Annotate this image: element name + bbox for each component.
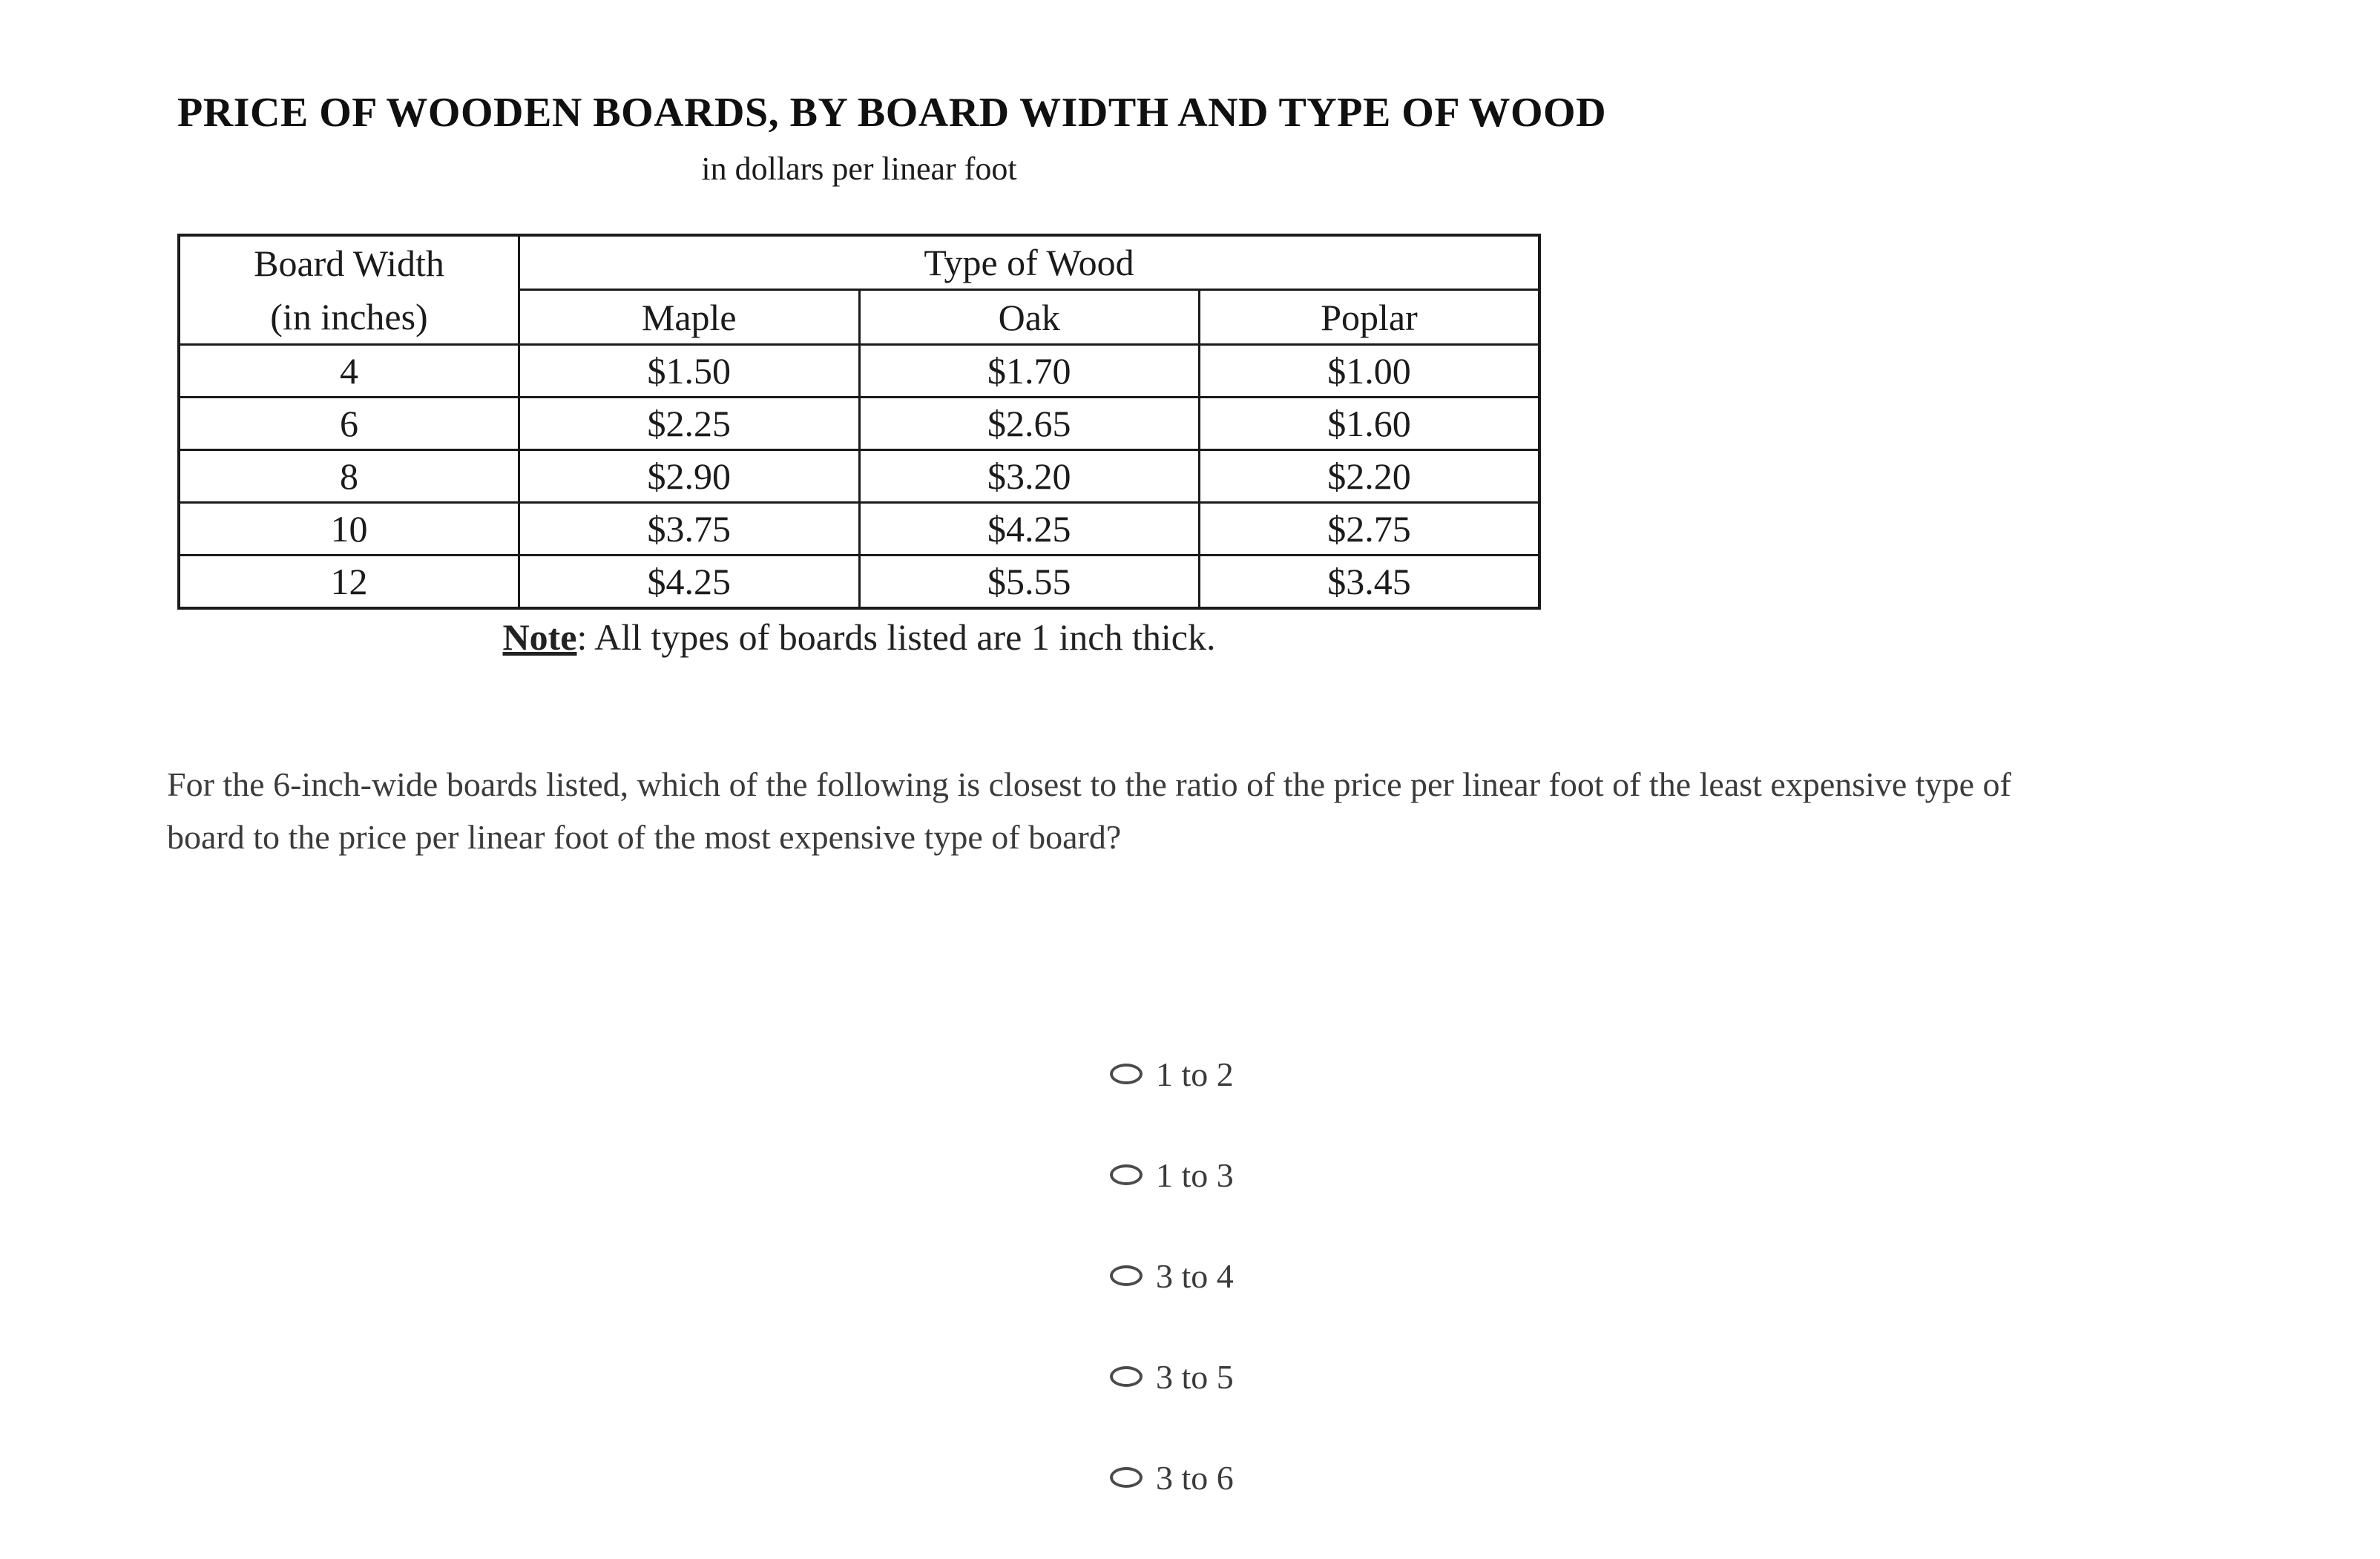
col-header-oak: Oak bbox=[859, 290, 1200, 345]
answer-option-label: 3 to 5 bbox=[1156, 1357, 1234, 1396]
oak-price: $5.55 bbox=[859, 556, 1200, 608]
radio-button-icon[interactable] bbox=[1110, 1265, 1143, 1286]
maple-price: $1.50 bbox=[519, 345, 860, 398]
maple-price: $2.25 bbox=[519, 398, 860, 450]
table-row bbox=[179, 398, 1539, 450]
col-group-header-type-of-wood: Type of Wood bbox=[519, 235, 1540, 290]
table-subtitle: in dollars per linear foot bbox=[701, 151, 1017, 187]
board-width-value: 4 bbox=[179, 345, 519, 398]
board-width-units: (in inches) bbox=[270, 296, 428, 337]
table-title: PRICE OF WOODEN BOARDS, BY BOARD WIDTH AND TYPE OF WOOD bbox=[177, 90, 1607, 136]
poplar-price: $2.75 bbox=[1200, 503, 1540, 556]
question-line-1: For the 6-inch-wide boards listed, which of the following is closest to the ratio of the price per linear foot of the least expensive type of bbox=[167, 765, 2011, 803]
board-width-value: 8 bbox=[179, 450, 519, 503]
answer-option-3-to-6[interactable] bbox=[1110, 1452, 1234, 1503]
oak-price: $3.20 bbox=[859, 450, 1200, 503]
answer-option-label: 1 to 3 bbox=[1156, 1156, 1234, 1194]
board-width-label: Board Width bbox=[254, 243, 444, 284]
oak-price: $1.70 bbox=[859, 345, 1200, 398]
radio-button-icon[interactable] bbox=[1110, 1467, 1143, 1488]
table-row bbox=[179, 556, 1539, 608]
answer-option-label: 3 to 6 bbox=[1156, 1458, 1234, 1497]
table-row bbox=[179, 345, 1539, 398]
answer-option-1-to-3[interactable] bbox=[1110, 1150, 1234, 1200]
col-header-poplar: Poplar bbox=[1200, 290, 1540, 345]
answer-option-label: 3 to 4 bbox=[1156, 1256, 1234, 1295]
board-width-value: 6 bbox=[179, 398, 519, 450]
question-text bbox=[167, 758, 2011, 863]
board-width-value: 10 bbox=[179, 503, 519, 556]
price-table bbox=[177, 234, 1541, 610]
note-text: : All types of boards listed are 1 inch thick. bbox=[576, 616, 1216, 658]
col-header-maple: Maple bbox=[519, 290, 860, 345]
col-header-board-width bbox=[179, 235, 519, 345]
poplar-price: $1.60 bbox=[1200, 398, 1540, 450]
table-note bbox=[177, 616, 1541, 659]
answer-option-3-to-4[interactable] bbox=[1110, 1250, 1234, 1301]
poplar-price: $1.00 bbox=[1200, 345, 1540, 398]
radio-button-icon[interactable] bbox=[1110, 1064, 1143, 1084]
radio-button-icon[interactable] bbox=[1110, 1366, 1143, 1387]
table-row bbox=[179, 503, 1539, 556]
board-width-value: 12 bbox=[179, 556, 519, 608]
maple-price: $2.90 bbox=[519, 450, 860, 503]
radio-button-icon[interactable] bbox=[1110, 1164, 1143, 1185]
maple-price: $3.75 bbox=[519, 503, 860, 556]
answer-option-1-to-2[interactable] bbox=[1110, 1049, 1234, 1099]
question-line-2: board to the price per linear foot of the most expensive type of board? bbox=[167, 818, 1122, 856]
oak-price: $2.65 bbox=[859, 398, 1200, 450]
poplar-price: $3.45 bbox=[1200, 556, 1540, 608]
answer-options bbox=[1110, 1049, 1234, 1553]
poplar-price: $2.20 bbox=[1200, 450, 1540, 503]
table-row bbox=[179, 450, 1539, 503]
oak-price: $4.25 bbox=[859, 503, 1200, 556]
maple-price: $4.25 bbox=[519, 556, 860, 608]
answer-option-3-to-5[interactable] bbox=[1110, 1351, 1234, 1402]
answer-option-label: 1 to 2 bbox=[1156, 1055, 1234, 1093]
table-header-row-1 bbox=[179, 235, 1539, 290]
note-label: Note bbox=[502, 616, 577, 658]
